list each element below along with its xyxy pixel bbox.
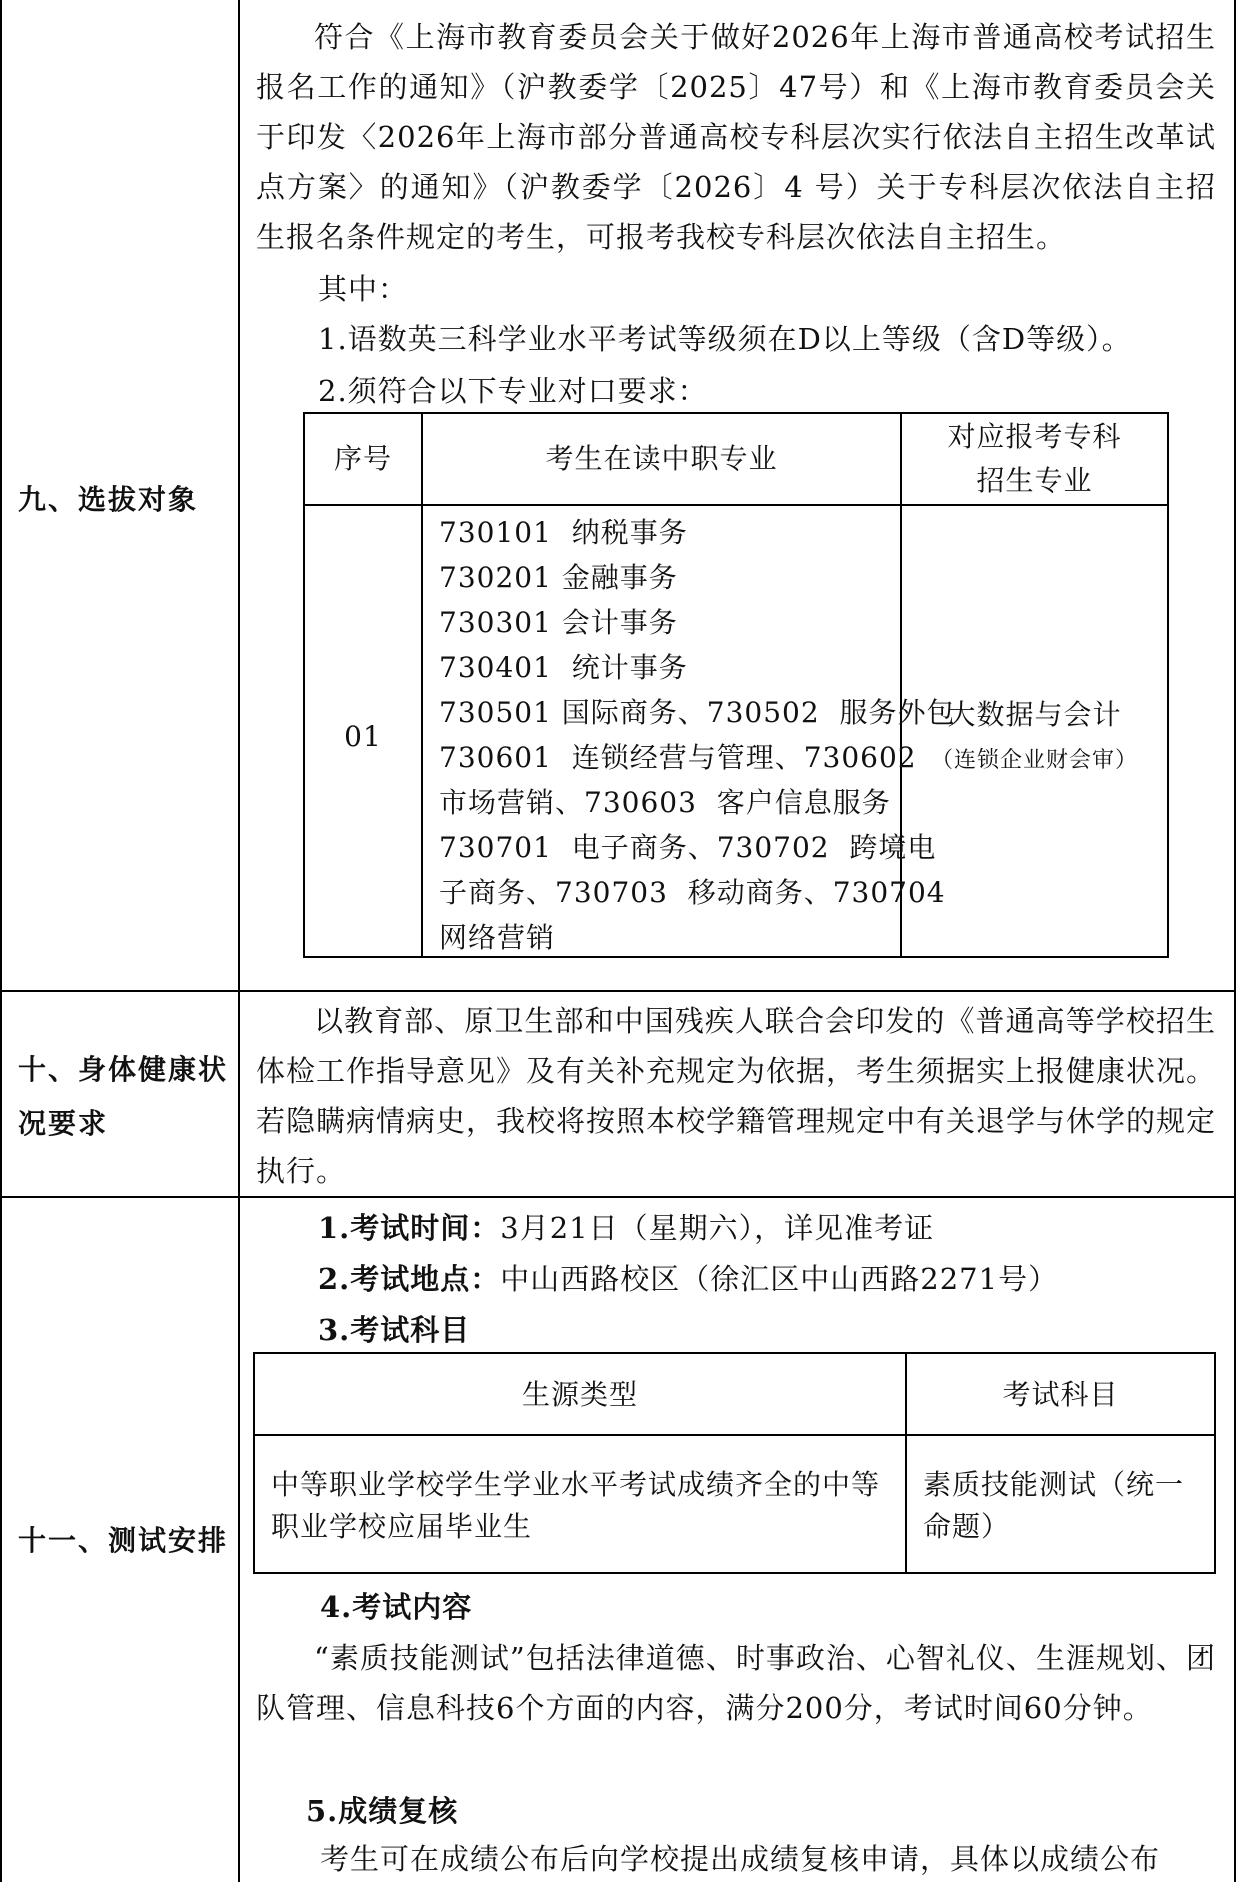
header-target-major-line2: 招生专业 <box>976 464 1093 497</box>
exam-content-label: 4.考试内容 <box>320 1590 473 1624</box>
header-source-type: 生源类型 <box>521 1378 638 1411</box>
target-major-note: （连锁企业财会审） <box>930 748 1138 773</box>
frame-left-border <box>0 0 2 1882</box>
exam-place-value: 中山西路校区（徐汇区中山西路2271号） <box>500 1262 1059 1296</box>
header-target-major-line1: 对应报考专科 <box>947 420 1122 453</box>
major-item: 730701 电子商务、730702 跨境电 <box>439 831 937 864</box>
source-type-value: 中等职业学校学生学业水平考试成绩齐全的中等职业学校应届毕业生 <box>271 1468 881 1543</box>
exam-place-label: 2.考试地点： <box>318 1262 501 1296</box>
exam-time-label: 1.考试时间： <box>318 1211 501 1245</box>
exam-time-value: 3月21日（星期六），详见准考证 <box>500 1211 935 1245</box>
section-9-among: 其中： <box>318 272 409 306</box>
exam-subjects-table <box>253 1352 1216 1574</box>
header-current-major: 考生在读中职专业 <box>545 442 778 475</box>
major-item: 730301 会计事务 <box>439 606 678 639</box>
frame-right-border <box>1234 0 1236 1882</box>
row-seq: 01 <box>344 720 382 753</box>
exam-time <box>318 1203 934 1253</box>
header-seq: 序号 <box>333 442 392 475</box>
section-10-label-line1: 十、身体健康状 <box>18 1053 229 1086</box>
target-major: 大数据与会计 <box>947 698 1122 731</box>
section-9-label: 九、选拔对象 <box>18 483 199 516</box>
section-9-intro: 符合《上海市教育委员会关于做好2026年上海市普通高校考试招生报名工作的通知》（沪教委学〔2025〕47号）和《上海市教育委员会关于印发〈2026年上海市部分普通高校专科层次实行依法自主招生改革试点方案〉的通知》（沪教委学〔2026〕4 号）关于专科层次依法自主招生报名条件规定的考生，可报考我校专科层次依法自主招生。 <box>256 20 1216 254</box>
frame-divider <box>238 0 240 1882</box>
header-exam-subject: 考试科目 <box>1002 1378 1119 1411</box>
exam-subjects-label: 3.考试科目 <box>318 1313 471 1347</box>
score-review-label: 5.成绩复核 <box>306 1794 459 1828</box>
section-11-label: 十一、测试安排 <box>18 1524 229 1557</box>
exam-subject-value: 素质技能测试（统一命题） <box>923 1468 1185 1543</box>
major-item: 730201 金融事务 <box>439 561 678 594</box>
row-divider-9-10 <box>0 990 1236 992</box>
major-item: 网络营销 <box>439 921 556 954</box>
major-item: 730401 统计事务 <box>439 651 688 684</box>
section-9-requirement-1: 1.语数英三科学业水平考试等级须在D以上等级（含D等级）。 <box>318 322 1132 356</box>
table-header-divider <box>255 1434 1214 1436</box>
major-matching-table <box>303 412 1169 958</box>
section-9-requirement-2: 2.须符合以下专业对口要求： <box>318 374 708 408</box>
major-item: 子商务、730703 移动商务、730704 <box>439 876 946 909</box>
row-divider-10-11 <box>0 1196 1236 1198</box>
major-item: 730101 纳税事务 <box>439 516 688 549</box>
exam-content-text: “素质技能测试”包括法律道德、时事政治、心智礼仪、生涯规划、团队管理、信息科技6个方面的内容，满分200分，考试时间60分钟。 <box>256 1641 1216 1725</box>
section-10-text: 以教育部、原卫生部和中国残疾人联合会印发的《普通高等学校招生体检工作指导意见》及有关补充规定为依据，考生须据实上报健康状况。若隐瞒病情病史，我校将按照本校学籍管理规定中有关退学与休学的规定执行。 <box>256 1004 1217 1188</box>
major-item: 730501 国际商务、730502 服务外包 <box>439 696 956 729</box>
section-10-label-line2: 况要求 <box>18 1107 109 1140</box>
major-item: 市场营销、730603 客户信息服务 <box>439 786 891 819</box>
table-header-divider <box>305 504 1167 506</box>
major-item: 730601 连锁经营与管理、730602 <box>439 741 917 774</box>
score-review-text: 考生可在成绩公布后向学校提出成绩复核申请，具体以成绩公布 <box>320 1842 1161 1876</box>
exam-place <box>318 1254 1058 1304</box>
table-col-divider <box>421 414 423 956</box>
